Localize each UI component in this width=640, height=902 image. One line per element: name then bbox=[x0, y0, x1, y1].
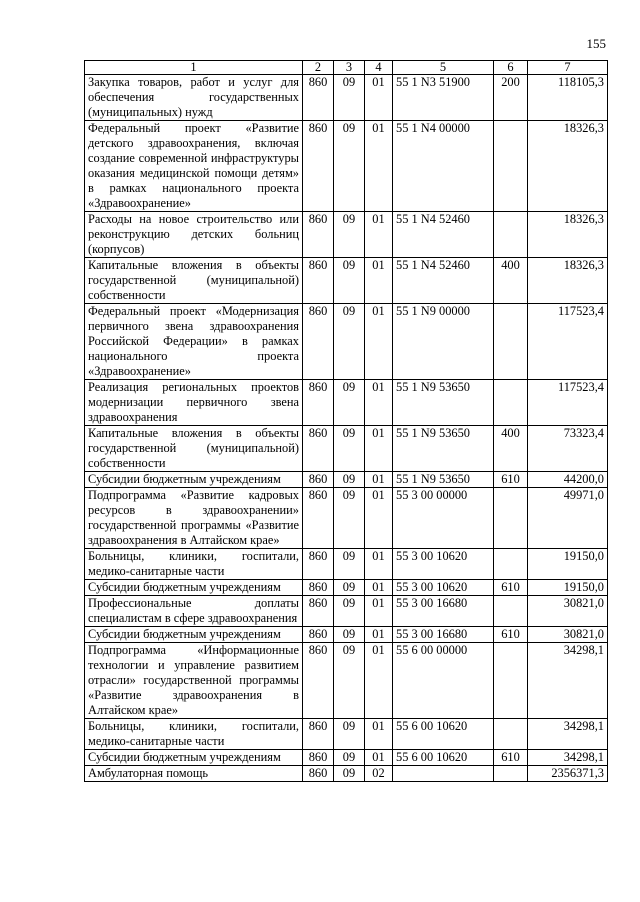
target-article-cell: 55 3 00 10620 bbox=[393, 580, 494, 596]
item-name-cell: Расходы на новое строительство или реконструкцию детских больниц (корпусов) bbox=[85, 212, 303, 258]
item-name-cell: Подпрограмма «Информационные технологии и управление развитием отрасли» государственной программы «Развитие здравоохранения в Алтайском крае» bbox=[85, 643, 303, 719]
admin-code-cell: 860 bbox=[303, 596, 334, 627]
expense-type-cell bbox=[494, 488, 528, 549]
admin-code-cell: 860 bbox=[303, 212, 334, 258]
item-name-cell: Подпрограмма «Развитие кадровых ресурсов в здравоохранении» государственной программы «Развитие здравоохранения в Алтайском крае» bbox=[85, 488, 303, 549]
table-row bbox=[85, 75, 608, 121]
item-name-cell: Капитальные вложения в объекты государственной (муниципальной) собственности bbox=[85, 426, 303, 472]
expense-type-cell: 610 bbox=[494, 750, 528, 766]
target-article-cell: 55 6 00 10620 bbox=[393, 750, 494, 766]
table-row bbox=[85, 488, 608, 549]
admin-code-cell: 860 bbox=[303, 304, 334, 380]
section-cell: 09 bbox=[334, 580, 365, 596]
subsection-cell: 01 bbox=[365, 426, 393, 472]
item-name-cell: Профессиональные доплаты специалистам в сфере здравоохранения bbox=[85, 596, 303, 627]
admin-code-cell: 860 bbox=[303, 380, 334, 426]
section-cell: 09 bbox=[334, 750, 365, 766]
target-article-cell: 55 6 00 00000 bbox=[393, 643, 494, 719]
table-row bbox=[85, 596, 608, 627]
table-row bbox=[85, 719, 608, 750]
expense-type-cell bbox=[494, 212, 528, 258]
table-row bbox=[85, 750, 608, 766]
amount-cell: 19150,0 bbox=[528, 549, 608, 580]
expense-type-cell bbox=[494, 596, 528, 627]
subsection-cell: 01 bbox=[365, 304, 393, 380]
subsection-cell: 01 bbox=[365, 596, 393, 627]
item-name-cell: Субсидии бюджетным учреждениям bbox=[85, 472, 303, 488]
subsection-cell: 01 bbox=[365, 488, 393, 549]
admin-code-cell: 860 bbox=[303, 426, 334, 472]
table-row bbox=[85, 258, 608, 304]
table-row bbox=[85, 304, 608, 380]
expense-type-cell: 610 bbox=[494, 580, 528, 596]
target-article-cell bbox=[393, 766, 494, 782]
target-article-cell: 55 1 N4 00000 bbox=[393, 121, 494, 212]
subsection-cell: 01 bbox=[365, 75, 393, 121]
table-row bbox=[85, 549, 608, 580]
subsection-cell: 01 bbox=[365, 121, 393, 212]
expense-type-cell: 610 bbox=[494, 627, 528, 643]
amount-cell: 30821,0 bbox=[528, 596, 608, 627]
item-name-cell: Капитальные вложения в объекты государственной (муниципальной) собственности bbox=[85, 258, 303, 304]
budget-table bbox=[84, 60, 608, 782]
amount-cell: 2356371,3 bbox=[528, 766, 608, 782]
section-cell: 09 bbox=[334, 380, 365, 426]
admin-code-cell: 860 bbox=[303, 580, 334, 596]
amount-cell: 44200,0 bbox=[528, 472, 608, 488]
section-cell: 09 bbox=[334, 472, 365, 488]
amount-cell: 118105,3 bbox=[528, 75, 608, 121]
subsection-cell: 01 bbox=[365, 549, 393, 580]
subsection-cell: 01 bbox=[365, 380, 393, 426]
expense-type-cell bbox=[494, 121, 528, 212]
amount-cell: 34298,1 bbox=[528, 750, 608, 766]
header-cell: 5 bbox=[393, 61, 494, 75]
target-article-cell: 55 1 N9 00000 bbox=[393, 304, 494, 380]
expense-type-cell bbox=[494, 304, 528, 380]
subsection-cell: 01 bbox=[365, 719, 393, 750]
table-row bbox=[85, 627, 608, 643]
table-row bbox=[85, 643, 608, 719]
header-cell: 7 bbox=[528, 61, 608, 75]
section-cell: 09 bbox=[334, 766, 365, 782]
header-cell: 6 bbox=[494, 61, 528, 75]
section-cell: 09 bbox=[334, 121, 365, 212]
amount-cell: 18326,3 bbox=[528, 258, 608, 304]
amount-cell: 49971,0 bbox=[528, 488, 608, 549]
item-name-cell: Больницы, клиники, госпитали, медико-санитарные части bbox=[85, 719, 303, 750]
section-cell: 09 bbox=[334, 258, 365, 304]
subsection-cell: 01 bbox=[365, 627, 393, 643]
admin-code-cell: 860 bbox=[303, 643, 334, 719]
target-article-cell: 55 1 N4 52460 bbox=[393, 258, 494, 304]
admin-code-cell: 860 bbox=[303, 766, 334, 782]
header-cell: 4 bbox=[365, 61, 393, 75]
table-row bbox=[85, 426, 608, 472]
section-cell: 09 bbox=[334, 627, 365, 643]
section-cell: 09 bbox=[334, 488, 365, 549]
table-row bbox=[85, 580, 608, 596]
target-article-cell: 55 3 00 00000 bbox=[393, 488, 494, 549]
subsection-cell: 01 bbox=[365, 750, 393, 766]
expense-type-cell bbox=[494, 643, 528, 719]
admin-code-cell: 860 bbox=[303, 488, 334, 549]
section-cell: 09 bbox=[334, 719, 365, 750]
header-cell: 2 bbox=[303, 61, 334, 75]
subsection-cell: 01 bbox=[365, 472, 393, 488]
section-cell: 09 bbox=[334, 75, 365, 121]
item-name-cell: Амбулаторная помощь bbox=[85, 766, 303, 782]
expense-type-cell bbox=[494, 380, 528, 426]
section-cell: 09 bbox=[334, 212, 365, 258]
admin-code-cell: 860 bbox=[303, 549, 334, 580]
item-name-cell: Федеральный проект «Модернизация первичного звена здравоохранения Российской Федерации» в рамках национального проекта «Здравоохранение» bbox=[85, 304, 303, 380]
header-cell: 3 bbox=[334, 61, 365, 75]
item-name-cell: Субсидии бюджетным учреждениям bbox=[85, 750, 303, 766]
amount-cell: 34298,1 bbox=[528, 719, 608, 750]
section-cell: 09 bbox=[334, 596, 365, 627]
item-name-cell: Закупка товаров, работ и услуг для обеспечения государственных (муниципальных) нужд bbox=[85, 75, 303, 121]
admin-code-cell: 860 bbox=[303, 627, 334, 643]
target-article-cell: 55 1 N4 52460 bbox=[393, 212, 494, 258]
admin-code-cell: 860 bbox=[303, 75, 334, 121]
target-article-cell: 55 1 N9 53650 bbox=[393, 472, 494, 488]
amount-cell: 117523,4 bbox=[528, 304, 608, 380]
amount-cell: 19150,0 bbox=[528, 580, 608, 596]
item-name-cell: Федеральный проект «Развитие детского здравоохранения, включая создание современной инфраструктуры оказания медицинской помощи детям» в рамках национального проекта «Здравоохранение» bbox=[85, 121, 303, 212]
amount-cell: 18326,3 bbox=[528, 121, 608, 212]
admin-code-cell: 860 bbox=[303, 472, 334, 488]
expense-type-cell: 400 bbox=[494, 258, 528, 304]
expense-type-cell bbox=[494, 719, 528, 750]
item-name-cell: Субсидии бюджетным учреждениям bbox=[85, 580, 303, 596]
page-number: 155 bbox=[586, 36, 606, 51]
target-article-cell: 55 3 00 16680 bbox=[393, 627, 494, 643]
amount-cell: 73323,4 bbox=[528, 426, 608, 472]
table-row bbox=[85, 380, 608, 426]
expense-type-cell: 610 bbox=[494, 472, 528, 488]
section-cell: 09 bbox=[334, 304, 365, 380]
subsection-cell: 01 bbox=[365, 580, 393, 596]
expense-type-cell bbox=[494, 766, 528, 782]
amount-cell: 117523,4 bbox=[528, 380, 608, 426]
admin-code-cell: 860 bbox=[303, 121, 334, 212]
target-article-cell: 55 1 N9 53650 bbox=[393, 380, 494, 426]
amount-cell: 34298,1 bbox=[528, 643, 608, 719]
subsection-cell: 01 bbox=[365, 258, 393, 304]
subsection-cell: 01 bbox=[365, 212, 393, 258]
section-cell: 09 bbox=[334, 549, 365, 580]
target-article-cell: 55 6 00 10620 bbox=[393, 719, 494, 750]
expense-type-cell bbox=[494, 549, 528, 580]
table-row bbox=[85, 121, 608, 212]
table-row bbox=[85, 472, 608, 488]
admin-code-cell: 860 bbox=[303, 719, 334, 750]
table-row bbox=[85, 212, 608, 258]
table-row bbox=[85, 766, 608, 782]
amount-cell: 18326,3 bbox=[528, 212, 608, 258]
header-cell: 1 bbox=[85, 61, 303, 75]
expense-type-cell: 200 bbox=[494, 75, 528, 121]
amount-cell: 30821,0 bbox=[528, 627, 608, 643]
admin-code-cell: 860 bbox=[303, 750, 334, 766]
item-name-cell: Субсидии бюджетным учреждениям bbox=[85, 627, 303, 643]
target-article-cell: 55 1 N3 51900 bbox=[393, 75, 494, 121]
subsection-cell: 01 bbox=[365, 643, 393, 719]
target-article-cell: 55 3 00 10620 bbox=[393, 549, 494, 580]
item-name-cell: Реализация региональных проектов модернизации первичного звена здравоохранения bbox=[85, 380, 303, 426]
subsection-cell: 02 bbox=[365, 766, 393, 782]
table-header-row bbox=[85, 61, 608, 75]
section-cell: 09 bbox=[334, 426, 365, 472]
section-cell: 09 bbox=[334, 643, 365, 719]
item-name-cell: Больницы, клиники, госпитали, медико-санитарные части bbox=[85, 549, 303, 580]
admin-code-cell: 860 bbox=[303, 258, 334, 304]
target-article-cell: 55 3 00 16680 bbox=[393, 596, 494, 627]
expense-type-cell: 400 bbox=[494, 426, 528, 472]
target-article-cell: 55 1 N9 53650 bbox=[393, 426, 494, 472]
